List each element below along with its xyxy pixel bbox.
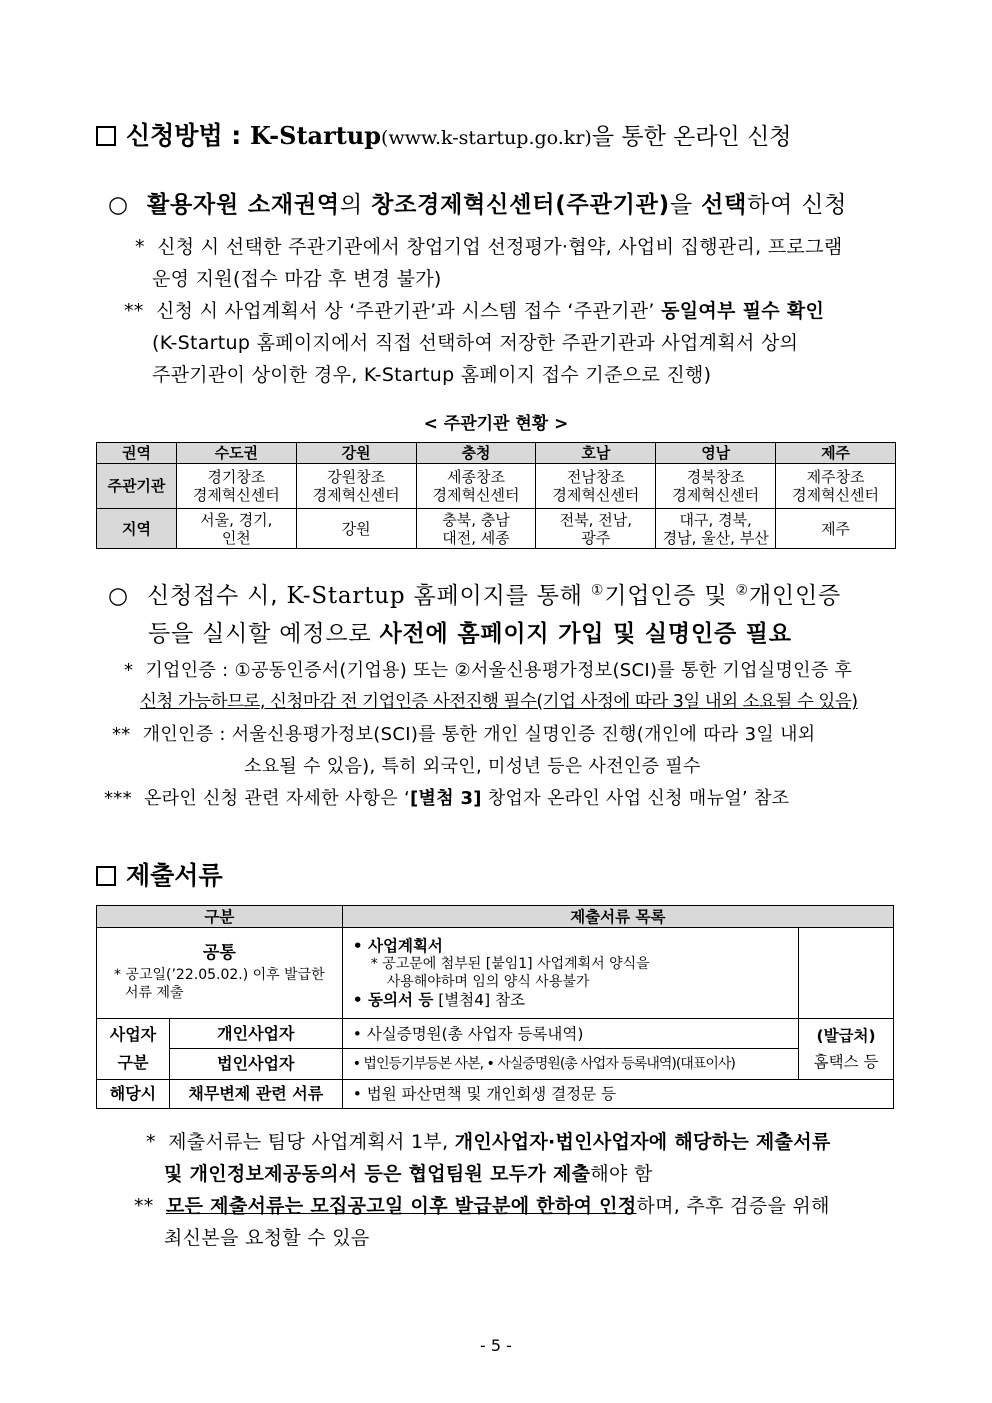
note-submission: * 제출서류는 팀당 사업계획서 1부, 개인사업자·법인사업자에 해당하는 제출서류 — [146, 1131, 831, 1153]
table-cell: 제주창조 경제혁신센터 — [776, 464, 896, 509]
table-cell: 강원창조 경제혁신센터 — [296, 464, 416, 509]
table-row — [97, 509, 896, 549]
note-2: ** 신청 시 사업계획서 상 ‘주관기관’과 시스템 접수 ‘주관기관’ 동일여부 필수 확인 — [124, 300, 825, 322]
table-cell: 전북, 전남, 광주 — [536, 509, 656, 549]
debt-docs: • 법원 파산면책 및 개인회생 결정문 등 — [342, 1080, 893, 1109]
bullet-select-center: ○ 활용자원 소재권역의 창조경제혁신센터(주관기관)을 선택하여 신청 — [108, 192, 848, 218]
table-row — [97, 1080, 894, 1109]
individual-business-label: 개인사업자 — [169, 1019, 342, 1049]
organizer-table — [96, 442, 896, 549]
documents-table — [96, 905, 894, 1109]
table-cell: 서울, 경기, 인천 — [176, 509, 296, 549]
k-startup-url: (www.k-startup.go.kr) — [381, 127, 592, 149]
section-heading-apply-method: 신청방법 : K-Startup(www.k-startup.go.kr)을 통한 온라인 신청 — [96, 116, 792, 152]
corporate-business-docs: • 법인등기부등본 사본, • 사실증명원(총 사업자 등록내역)(대표이사) — [342, 1049, 798, 1080]
common-docs-cell: • 사업계획서 * 공고문에 첨부된 [붙임1] 사업계획서 양식을 사용해야하며 임의 양식 사용불가 • 동의서 등 [별첨4] 참조 — [342, 928, 798, 1019]
corporate-business-label: 법인사업자 — [169, 1049, 342, 1080]
circle-bullet-icon: ○ — [108, 583, 129, 609]
note-company-cert: * 기업인증 : ①공동인증서(기업용) 또는 ②서울신용평가정보(SCI)를 통한 기업실명인증 후 — [124, 660, 853, 681]
table-header-row — [97, 443, 896, 464]
note-1: * 신청 시 선택한 주관기관에서 창업기업 선정평가·협약, 사업비 집행관리, 프로그램 — [135, 236, 843, 258]
table-row — [97, 928, 894, 1019]
issuer-cell: (발급처) 홈택스 등 — [799, 1019, 894, 1080]
note-manual-ref: *** 온라인 신청 관련 자세한 사항은 ‘[별첨 3] 창업자 온라인 사업 신청 매뉴얼’ 참조 — [104, 788, 790, 809]
page-number: - 5 - — [480, 1336, 512, 1355]
header-cell: 강원 — [296, 443, 416, 464]
table-cell: 세종창조 경제혁신센터 — [416, 464, 536, 509]
header-cell: 제주 — [776, 443, 896, 464]
k-startup-label: K-Startup — [250, 121, 382, 150]
header-cell: 영남 — [656, 443, 776, 464]
table-cell: 충북, 충남 대전, 세종 — [416, 509, 536, 549]
checkbox-square-icon — [96, 126, 116, 146]
row-label: 지역 — [97, 509, 177, 549]
note-personal-cert-line2: 소요될 수 있음), 특히 외국인, 미성년 등은 사전인증 필수 — [244, 756, 701, 777]
table-caption: < 주관기관 현황 > — [423, 414, 569, 434]
circle-bullet-icon: ○ — [108, 192, 129, 218]
header-cell: 충청 — [416, 443, 536, 464]
note-2-line2: (K-Startup 홈페이지에서 직접 선택하여 저장한 주관기관과 사업계획서 상의 — [152, 332, 799, 354]
empty-cell — [799, 928, 894, 1019]
note-validity-line2: 최신본을 요청할 수 있음 — [164, 1227, 370, 1249]
table-row — [97, 1019, 894, 1049]
row-label: 주관기관 — [97, 464, 177, 509]
individual-business-docs: • 사실증명원(총 사업자 등록내역) — [342, 1019, 798, 1049]
table-row — [97, 1049, 894, 1080]
table-header-row — [97, 906, 894, 928]
table-row — [97, 464, 896, 509]
table-cell: 강원 — [296, 509, 416, 549]
table-cell: 경북창조 경제혁신센터 — [656, 464, 776, 509]
table-cell: 제주 — [776, 509, 896, 549]
note-submission-line2: 및 개인정보제공동의서 등은 협업팀원 모두가 제출해야 함 — [164, 1163, 653, 1185]
header-cell: 권역 — [97, 443, 177, 464]
note-personal-cert: ** 개인인증 : 서울신용평가정보(SCI)를 통한 개인 실명인증 진행(개인에 따라 3일 내외 — [112, 724, 816, 745]
applicable-label: 해당시 — [97, 1080, 170, 1109]
note-1-line2: 운영 지원(접수 마감 후 변경 불가) — [152, 268, 442, 290]
header-cell: 수도권 — [176, 443, 296, 464]
table-cell: 경기창조 경제혁신센터 — [176, 464, 296, 509]
note-2-line3: 주관기관이 상이한 경우, K-Startup 홈페이지 접수 기준으로 진행) — [152, 364, 712, 386]
section-heading-documents: 제출서류 — [96, 856, 223, 892]
debt-docs-label: 채무변제 관련 서류 — [169, 1080, 342, 1109]
section-heading-rest: 을 통한 온라인 신청 — [591, 124, 792, 150]
header-cell: 호남 — [536, 443, 656, 464]
note-company-cert-line2: 신청 가능하므로, 신청마감 전 기업인증 사전진행 필수(기업 사정에 따라 3일 내외 소요될 수 있음) — [140, 692, 858, 712]
business-type-label: 사업자 구분 — [97, 1019, 170, 1080]
table-cell: 전남창조 경제혁신센터 — [536, 464, 656, 509]
table-cell: 대구, 경북, 경남, 울산, 부산 — [656, 509, 776, 549]
common-category-cell: 공통 * 공고일(’22.05.02.) 이후 발급한 서류 제출 — [97, 928, 343, 1019]
header-cell: 제출서류 목록 — [342, 906, 893, 928]
note-validity: ** 모든 제출서류는 모집공고일 이후 발급분에 한하여 인정하며, 추후 검증을 위해 — [134, 1195, 830, 1217]
header-cell: 구분 — [97, 906, 343, 928]
bullet-certification-line2: 등을 실시할 예정으로 사전에 홈페이지 가입 및 실명인증 필요 — [148, 621, 792, 647]
checkbox-square-icon — [96, 866, 116, 886]
bullet-certification: ○ 신청접수 시, K-Startup 홈페이지를 통해 ①기업인증 및 ②개인인증 — [108, 582, 841, 609]
